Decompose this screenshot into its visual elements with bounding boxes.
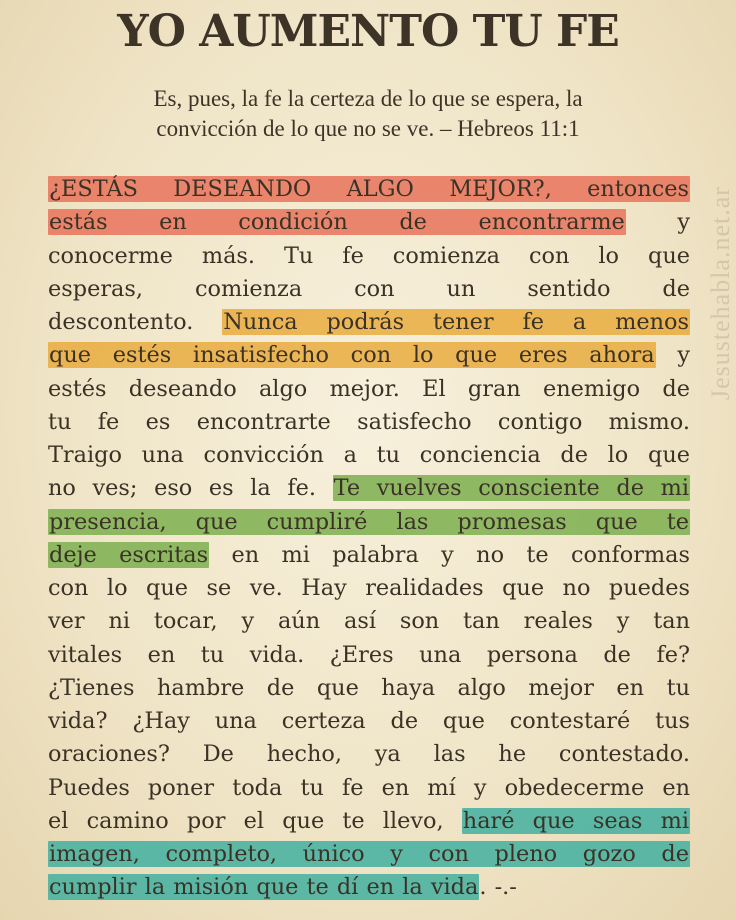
body-text-segment: el camino por el que te llevo, — [48, 807, 462, 834]
body-line — [48, 506, 690, 539]
body-line — [48, 838, 690, 871]
highlight-green: deje escritas — [49, 541, 209, 568]
body-text-segment: y — [655, 342, 690, 369]
body-line: ver ni tocar, y aún así son tan reales y tan — [48, 608, 690, 635]
page-title: YO AUMENTO TU FE — [117, 6, 619, 57]
highlight-teal: haré que seas mi — [462, 807, 689, 834]
body-line — [48, 339, 690, 372]
body-line — [48, 871, 690, 904]
body-text-segment: descontento. — [48, 309, 223, 335]
highlight-red: ¿ESTÁS DESEANDO ALGO MEJOR?, entonces — [49, 176, 689, 202]
highlight-teal: cumplir la misión que te dí en la vida — [49, 874, 479, 901]
body-line — [48, 539, 690, 572]
highlight-green: Te vuelves consciente de mi — [333, 475, 689, 502]
highlight-orange: Nunca podrás tener fe a menos — [223, 309, 689, 335]
body-line: vitales en tu vida. ¿Eres una persona de fe? — [48, 641, 690, 668]
body-line: tu fe es encontrarte satisfecho contigo mismo. — [48, 408, 690, 435]
body-line: esperas, comienza con un sentido de — [48, 275, 690, 302]
verse-line: convicción de lo que no se ve. – Hebreos 11:1 — [156, 116, 580, 141]
body-line — [48, 306, 690, 339]
body-line — [48, 206, 690, 239]
body-line: Traigo una convicción a tu conciencia de lo que — [48, 442, 690, 468]
body-line: estés deseando algo mejor. El gran enemigo de — [48, 375, 690, 402]
body-line: vida? ¿Hay una certeza de que contestaré tus — [48, 708, 690, 734]
body-text-segment: . -.- — [479, 874, 517, 901]
body-line: conocerme más. Tu fe comienza con lo que — [48, 242, 690, 269]
body-line: con lo que se ve. Hay realidades que no puedes — [48, 575, 690, 601]
devotional-body — [48, 173, 690, 905]
verse-line: Es, pues, la fe la certeza de lo que se espera, la — [153, 86, 583, 111]
bible-verse — [60, 84, 676, 144]
body-text-segment: en mi palabra y no te conformas — [209, 541, 690, 568]
highlight-red: estás en condición de encontrarme — [49, 209, 625, 236]
body-line: ¿Tienes hambre de que haya algo mejor en tu — [48, 674, 690, 701]
highlight-green: presencia, que cumpliré las promesas que te — [49, 508, 689, 535]
highlight-teal: imagen, completo, único y con pleno gozo de — [49, 841, 689, 867]
highlight-orange: que estés insatisfecho con lo que eres ahora — [49, 342, 655, 369]
body-line: Puedes poner toda tu fe en mí y obedecerme en — [48, 774, 690, 801]
body-line: oraciones? De hecho, ya las he contestado. — [48, 741, 690, 768]
watermark: Jesustehabla.net.ar — [706, 186, 735, 400]
body-line — [48, 173, 690, 206]
body-line — [48, 805, 690, 838]
body-text-segment: y — [625, 209, 690, 236]
body-text-segment: no ves; eso es la fe. — [48, 475, 333, 502]
body-line — [48, 472, 690, 505]
